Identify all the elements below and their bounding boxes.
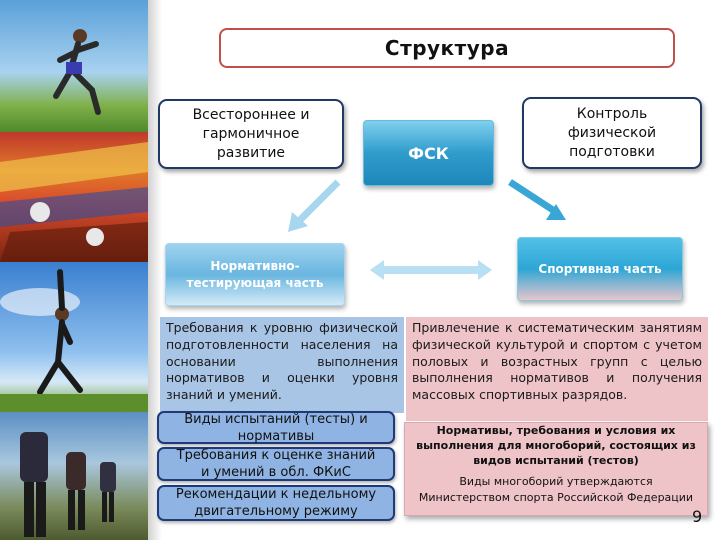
arrow-fsk-to-normative xyxy=(288,182,338,232)
involvement-text: Привлечение к систематическим занятиям физической культурой и спортом с учетом половых и возрастных групп с целью выполнения нормативов и получения массовых спортивных разрядов. xyxy=(412,320,702,403)
physical-control-line3: подготовки xyxy=(569,143,655,160)
weekly-line1: Рекомендации к недельному xyxy=(175,487,377,502)
multi-event-subtitle xyxy=(413,474,699,506)
multi-event-norms-box xyxy=(404,422,708,516)
comprehensive-development-line2: гармоничное xyxy=(202,125,300,142)
knowledge-line1: Требования к оценке знаний xyxy=(176,448,376,463)
sport-part-box: Спортивная часть xyxy=(517,237,683,301)
comprehensive-development-line1: Всестороннее и xyxy=(192,106,310,123)
normative-testing-box xyxy=(165,243,345,306)
physical-control-line1: Контроль xyxy=(576,105,648,122)
comprehensive-development-line3: развитие xyxy=(216,144,286,161)
knowledge-line2: и умений в обл. ФКиС xyxy=(201,465,351,480)
multi-event-title-line2: выполнения для многоборий, состоящих из xyxy=(416,439,696,452)
arrow-fsk-to-sport xyxy=(510,182,566,220)
physical-control-box xyxy=(522,97,702,169)
slide-title: Структура xyxy=(219,28,675,68)
multi-event-title-line1: Нормативы, требования и условия их xyxy=(436,424,676,437)
weekly-line2: двигательному режиму xyxy=(194,504,358,519)
requirements-text: Требования к уровню физической подготовленности населения на основании выполнения нормативов и оценки уровня знаний и умений. xyxy=(166,320,398,403)
multi-event-title xyxy=(413,423,699,468)
requirements-panel xyxy=(160,317,404,413)
page-number: 9 xyxy=(692,507,703,526)
normative-line1: Нормативно- xyxy=(210,258,300,273)
normative-line2: тестирующая часть xyxy=(186,275,324,290)
arrow-normative-sport xyxy=(370,260,492,280)
weekly-regime-box xyxy=(157,485,395,521)
knowledge-requirements-box xyxy=(157,447,395,481)
tests-line1: Виды испытаний (тесты) и xyxy=(184,411,368,427)
multi-event-sub-line2: Министерством спорта Российской Федерации xyxy=(418,491,694,504)
multi-event-title-line3: видов испытаний (тестов) xyxy=(473,454,639,467)
tests-and-norms-box xyxy=(157,411,395,444)
fsk-box: ФСК xyxy=(363,120,494,186)
tests-line2: нормативы xyxy=(237,428,315,444)
comprehensive-development-box xyxy=(158,99,344,169)
involvement-panel xyxy=(406,317,708,421)
multi-event-sub-line1: Виды многоборий утверждаются xyxy=(459,475,653,488)
physical-control-line2: физической xyxy=(567,124,657,141)
